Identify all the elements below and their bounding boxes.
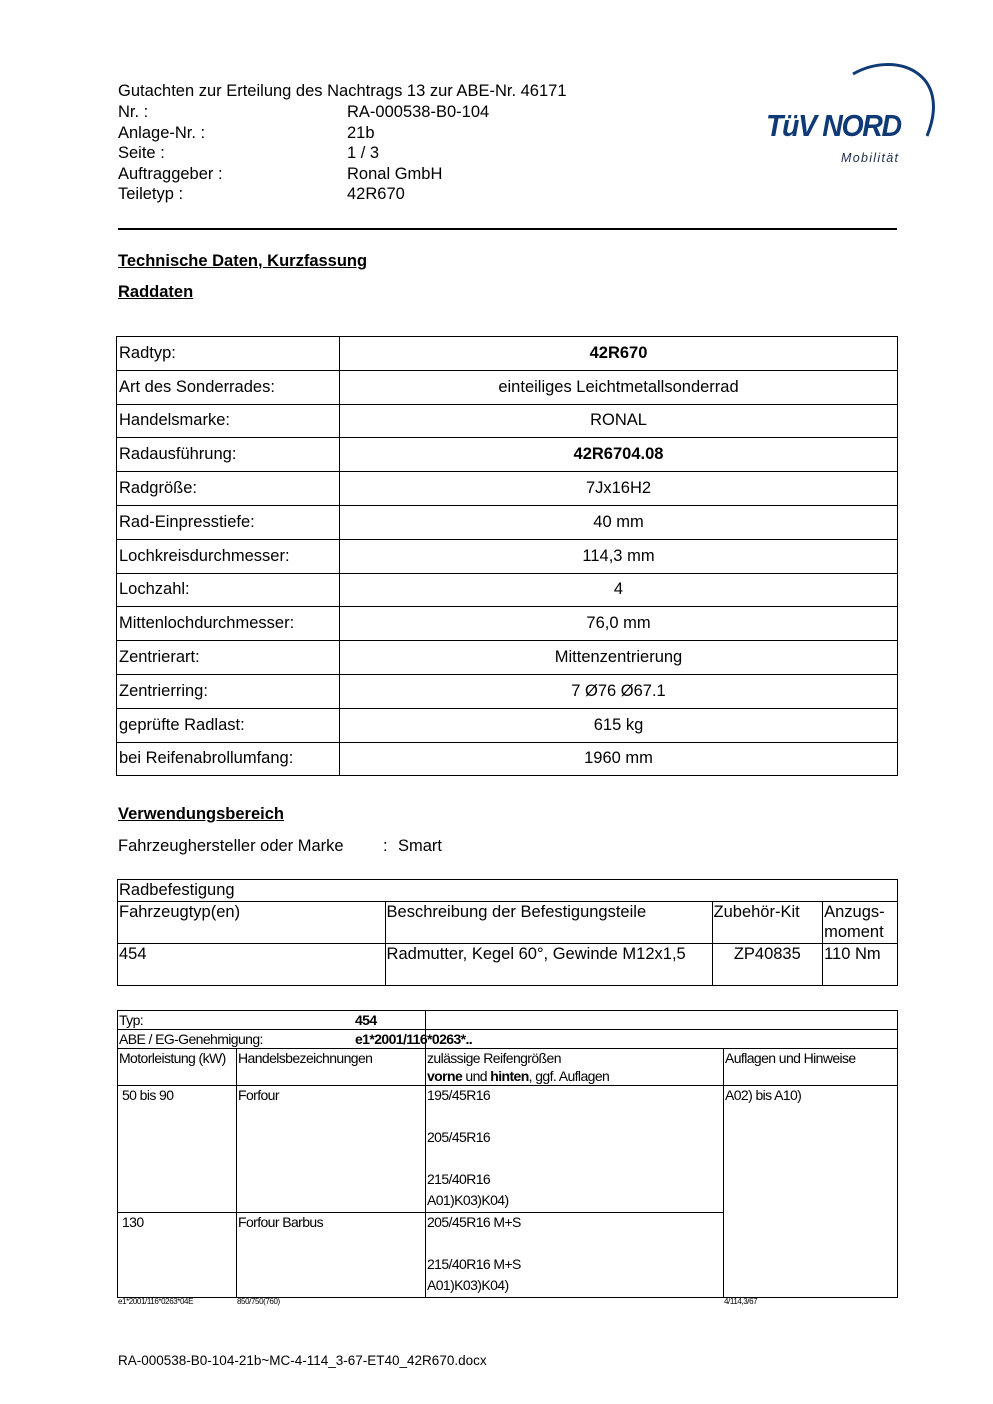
- abe-label: ABE / EG-Genehmigung:: [119, 1031, 263, 1047]
- raddaten-value: 42R6704.08: [340, 438, 898, 472]
- raddaten-row: [117, 674, 898, 708]
- typ-header-reifen-line2: [427, 1067, 722, 1085]
- typ-row-fill: [426, 1011, 898, 1030]
- manufacturer-value: Smart: [398, 837, 443, 855]
- footnote-mid: 850/750(760): [237, 1297, 280, 1306]
- raddaten-key: Rad-Einpresstiefe:: [117, 505, 340, 539]
- hinten-label: hinten: [490, 1068, 529, 1084]
- raddaten-key: Mittenlochdurchmesser:: [117, 607, 340, 641]
- header-field-value: Ronal GmbH: [347, 164, 443, 183]
- vorne-label: vorne: [427, 1068, 463, 1084]
- tyre-size-line: [427, 1234, 722, 1255]
- typ-header-reifen: [426, 1049, 724, 1086]
- footnote-right: 4/114,3/67: [724, 1297, 758, 1306]
- radbefestigung-title: Radbefestigung: [118, 880, 898, 902]
- logo-brand: TüV NORD: [766, 108, 901, 143]
- raddaten-row: [117, 573, 898, 607]
- tyre-size-line: [427, 1107, 722, 1128]
- raddaten-value: 1960 mm: [340, 742, 898, 776]
- header-field-label: Nr. :: [118, 103, 149, 121]
- typ-label: Typ:: [119, 1012, 144, 1028]
- section-title: Technische Daten, Kurzfassung: [118, 252, 368, 270]
- raddaten-value: 114,3 mm: [340, 539, 898, 573]
- typ-value: 454: [355, 1012, 377, 1028]
- raddaten-value: 7Jx16H2: [340, 472, 898, 506]
- radbefestigung-table: [117, 879, 898, 986]
- tyre-size-line: A01)K03)K04): [427, 1192, 509, 1208]
- typ-header-motor: Motorleistung (kW): [118, 1049, 237, 1086]
- header-field-value: 21b: [347, 123, 375, 142]
- raddaten-value: 40 mm: [340, 505, 898, 539]
- manufacturer-separator: :: [383, 837, 388, 855]
- header-field-label: Auftraggeber :: [118, 164, 223, 183]
- raddaten-row: [117, 539, 898, 573]
- raddaten-value: Mittenzentrierung: [340, 641, 898, 675]
- bef-header-zubehoer: Zubehör-Kit: [712, 901, 823, 943]
- typ-row1-handel: Forfour: [237, 1086, 426, 1213]
- typ-row2-handel: Forfour Barbus: [237, 1213, 426, 1298]
- tyre-size-line: 195/45R16: [427, 1087, 491, 1103]
- report-title: Gutachten zur Erteilung des Nachtrags 13 zur ABE-Nr. 46171: [118, 82, 567, 100]
- header-field-label: Teiletyp :: [118, 185, 184, 204]
- raddaten-row: [117, 505, 898, 539]
- logo-subtitle: Mobilität: [841, 151, 900, 165]
- header-field-label: Seite :: [118, 144, 165, 163]
- typ-table: [117, 1010, 898, 1298]
- typ-row: [118, 1011, 426, 1030]
- typ-auflagen: A02) bis A10): [724, 1086, 898, 1298]
- raddaten-table: [116, 336, 898, 776]
- header-field-label: Anlage-Nr. :: [118, 123, 206, 142]
- raddaten-value: 4: [340, 573, 898, 607]
- raddaten-value: 615 kg: [340, 708, 898, 742]
- typ-row1-reifen: [426, 1086, 724, 1213]
- typ-header-auflagen: Auflagen und Hinweise: [724, 1049, 898, 1086]
- raddaten-row: [117, 337, 898, 371]
- tyre-size-line: 205/45R16 M+S: [427, 1214, 521, 1230]
- raddaten-row: [117, 641, 898, 675]
- raddaten-row: [117, 404, 898, 438]
- section-subtitle: Raddaten: [118, 283, 194, 301]
- header-field-value: 42R670: [347, 185, 405, 204]
- und-label: und: [462, 1068, 491, 1084]
- tyre-size-line: A01)K03)K04): [427, 1277, 509, 1293]
- tyre-size-line: [427, 1149, 722, 1170]
- bef-header-anzugsmoment: Anzugs-moment: [823, 901, 898, 943]
- raddaten-row: [117, 472, 898, 506]
- raddaten-value: RONAL: [340, 404, 898, 438]
- abe-row-fill: [426, 1030, 898, 1049]
- typ-row2-motor: 130: [118, 1213, 237, 1298]
- typ-row1-motor: 50 bis 90: [118, 1086, 237, 1213]
- raddaten-value: 42R670: [340, 337, 898, 371]
- raddaten-key: Radtyp:: [117, 337, 340, 371]
- raddaten-key: Radgröße:: [117, 472, 340, 506]
- bef-cell-zubehoer: ZP40835: [712, 943, 823, 985]
- raddaten-key: Handelsmarke:: [117, 404, 340, 438]
- raddaten-row: [117, 607, 898, 641]
- raddaten-row: [117, 742, 898, 776]
- tyre-size-line: 215/40R16 M+S: [427, 1256, 521, 1272]
- bef-header-fahrzeugtyp: Fahrzeugtyp(en): [118, 901, 386, 943]
- header-field-value: 1 / 3: [347, 144, 380, 163]
- raddaten-value: einteiliges Leichtmetallsonderrad: [340, 370, 898, 404]
- raddaten-row: [117, 708, 898, 742]
- raddaten-row: [117, 370, 898, 404]
- tyre-size-line: 205/45R16: [427, 1129, 491, 1145]
- bef-cell-fahrzeugtyp: 454: [118, 943, 386, 985]
- bef-header-beschreibung: Beschreibung der Befestigungsteile: [385, 901, 712, 943]
- bef-cell-beschreibung: Radmutter, Kegel 60°, Gewinde M12x1,5: [385, 943, 712, 985]
- raddaten-row: [117, 438, 898, 472]
- bef-cell-anzugsmoment: 110 Nm: [823, 943, 898, 985]
- abe-value: e1*2001/116*0263*..: [355, 1031, 473, 1047]
- typ-header-reifen-line1: zulässige Reifengrößen: [427, 1050, 561, 1066]
- raddaten-value: 7 Ø76 Ø67.1: [340, 674, 898, 708]
- raddaten-key: bei Reifenabrollumfang:: [117, 742, 340, 776]
- header-divider: [118, 228, 897, 230]
- typ-header-handel: Handelsbezeichnungen: [237, 1049, 426, 1086]
- raddaten-key: Zentrierring:: [117, 674, 340, 708]
- abe-row: [118, 1030, 473, 1049]
- raddaten-key: Zentrierart:: [117, 641, 340, 675]
- raddaten-key: Lochkreisdurchmesser:: [117, 539, 340, 573]
- footnote-left: e1*2001/116*0263*04E: [118, 1297, 194, 1306]
- file-footer: RA-000538-B0-104-21b~MC-4-114_3-67-ET40_42R670.docx: [118, 1353, 487, 1368]
- tyre-size-line: 215/40R16: [427, 1171, 491, 1187]
- manufacturer-label: Fahrzeughersteller oder Marke: [118, 837, 344, 855]
- raddaten-key: Lochzahl:: [117, 573, 340, 607]
- raddaten-key: geprüfte Radlast:: [117, 708, 340, 742]
- auflagen-suffix: , ggf. Auflagen: [528, 1068, 610, 1084]
- raddaten-key: Art des Sonderrades:: [117, 370, 340, 404]
- usage-section-title: Verwendungsbereich: [118, 805, 284, 823]
- typ-row2-reifen: [426, 1213, 724, 1298]
- raddaten-value: 76,0 mm: [340, 607, 898, 641]
- raddaten-key: Radausführung:: [117, 438, 340, 472]
- header-field-value: RA-000538-B0-104: [347, 103, 490, 121]
